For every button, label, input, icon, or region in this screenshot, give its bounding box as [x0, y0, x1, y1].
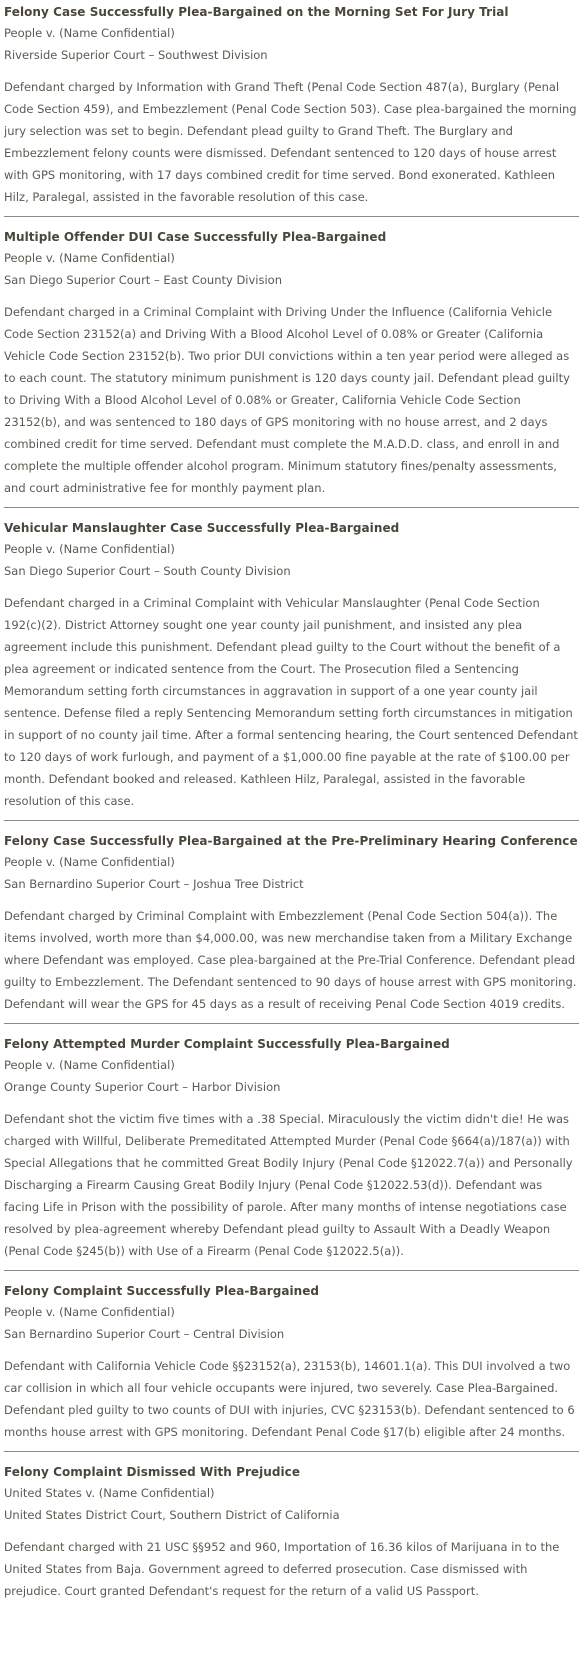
case-description: Defendant shot the victim five times with a .38 Special. Miraculously the victim didn't die! He was charged with Willful, Deliberate Premeditated Attempted Murder (Penal Code §664(a)/187(a)) with Special Allegations that he committed Great Bodily Injury (Penal Code §12022.7(a)) and Personally Discharging a Firearm Causing Great Bodily Injury (Penal Code §12022.53(d)). Defendant was facing Life in Prison with the possibility of parole. After many months of intense negotiations case resolved by plea-agreement whereby Defendant plead guilty to Assault With a Deadly Weapon (Penal Code §245(b)) with Use of a Firearm (Penal Code §12022.5(a)).	[4, 1112, 573, 1258]
case-parties: People v. (Name Confidential)	[4, 251, 175, 265]
case-court: Orange County Superior Court – Harbor Division	[4, 1080, 281, 1094]
case-entry	[4, 1271, 579, 1452]
case-parties: People v. (Name Confidential)	[4, 1058, 175, 1072]
case-title: Felony Case Successfully Plea-Bargained on the Morning Set For Jury Trial	[4, 5, 509, 19]
case-description: Defendant charged by Criminal Complaint with Embezzlement (Penal Code Section 504(a)). The items involved, worth more than $4,000.00, was new merchandise taken from a Military Exchange where Defendant was employed. Case plea-bargained at the Pre-Trial Conference. Defendant plead guilty to Embezzlement. The Defendant sentenced to 90 days of house arrest with GPS monitoring. Defendant will wear the GPS for 45 days as a result of receiving Penal Code Section 4019 credits.	[4, 909, 577, 1011]
case-entry	[4, 0, 579, 217]
case-parties: People v. (Name Confidential)	[4, 1305, 175, 1319]
case-entry	[4, 1024, 579, 1271]
case-parties: People v. (Name Confidential)	[4, 542, 175, 556]
case-parties: United States v. (Name Confidential)	[4, 1486, 215, 1500]
case-description: Defendant charged in a Criminal Complaint with Driving Under the Influence (California Vehicle Code Section 23152(a) and Driving With a Blood Alcohol Level of 0.08% or Greater (California Vehicle Code Section 23152(b). Two prior DUI convictions within a ten year period were alleged as to each count. The statutory minimum punishment is 120 days county jail. Defendant plead guilty to Driving With a Blood Alcohol Level of 0.08% or Greater, California Vehicle Code Section 23152(b), and was sentenced to 180 days of GPS monitoring with no house arrest, and 2 days combined credit for time served. Defendant must complete the M.A.D.D. class, and enroll in and complete the multiple offender alcohol program. Minimum statutory fines/penalty assessments, and court administrative fee for monthly payment plan.	[4, 305, 570, 495]
case-description: Defendant with California Vehicle Code §§23152(a), 23153(b), 14601.1(a). This DUI involved a two car collision in which all four vehicle occupants were injured, two severely. Case Plea-Bargained. Defendant pled guilty to two counts of DUI with injuries, CVC §23153(b). Defendant sentenced to 6 months house arrest with GPS monitoring. Defendant Penal Code §17(b) eligible after 24 months.	[4, 1359, 575, 1439]
case-court: United States District Court, Southern District of California	[4, 1508, 340, 1522]
case-title: Felony Complaint Dismissed With Prejudice	[4, 1465, 301, 1479]
case-title: Felony Complaint Successfully Plea-Bargained	[4, 1284, 320, 1298]
case-court: San Diego Superior Court – South County Division	[4, 564, 291, 578]
case-entry	[4, 821, 579, 1024]
case-court: San Bernardino Superior Court – Central Division	[4, 1327, 285, 1341]
case-description: Defendant charged with 21 USC §§952 and 960, Importation of 16.36 kilos of Marijuana in to the United States from Baja. Government agreed to deferred prosecution. Case dismissed with prejudice. Court granted Defendant's request for the return of a valid US Passport.	[4, 1540, 560, 1598]
case-title: Felony Attempted Murder Complaint Successfully Plea-Bargained	[4, 1037, 450, 1051]
case-court: San Bernardino Superior Court – Joshua Tree District	[4, 877, 304, 891]
case-entry	[4, 217, 579, 508]
case-court: Riverside Superior Court – Southwest Division	[4, 48, 268, 62]
case-parties: People v. (Name Confidential)	[4, 26, 175, 40]
case-parties: People v. (Name Confidential)	[4, 855, 175, 869]
case-title: Vehicular Manslaughter Case Successfully Plea-Bargained	[4, 521, 400, 535]
case-entry	[4, 508, 579, 821]
case-title: Felony Case Successfully Plea-Bargained at the Pre-Preliminary Hearing Conference	[4, 834, 578, 848]
case-entry	[4, 1452, 579, 1610]
case-court: San Diego Superior Court – East County Division	[4, 273, 283, 287]
case-title: Multiple Offender DUI Case Successfully Plea-Bargained	[4, 230, 387, 244]
case-description: Defendant charged by Information with Grand Theft (Penal Code Section 487(a), Burglary (Penal Code Section 459), and Embezzlement (Penal Code Section 503). Case plea-bargained the morning jury selection was set to begin. Defendant plead guilty to Grand Theft. The Burglary and Embezzlement felony counts were dismissed. Defendant sentenced to 120 days of house arrest with GPS monitoring, with 17 days combined credit for time served. Bond exonerated. Kathleen Hilz, Paralegal, assisted in the favorable resolution of this case.	[4, 80, 577, 204]
case-description: Defendant charged in a Criminal Complaint with Vehicular Manslaughter (Penal Code Section 192(c)(2). District Attorney sought one year county jail punishment, and insisted any plea agreement include this punishment. Defendant plead guilty to the Court without the benefit of a plea agreement or indicated sentence from the Court. The Prosecution filed a Sentencing Memorandum setting forth circumstances in aggravation in support of a one year county jail sentence. Defense filed a reply Sentencing Memorandum setting forth circumstances in mitigation in support of no county jail time. After a formal sentencing hearing, the Court sentenced Defendant to 120 days of work furlough, and payment of a $1,000.00 fine payable at the rate of $100.00 per month. Defendant booked and released. Kathleen Hilz, Paralegal, assisted in the favorable resolution of this case.	[4, 596, 578, 808]
